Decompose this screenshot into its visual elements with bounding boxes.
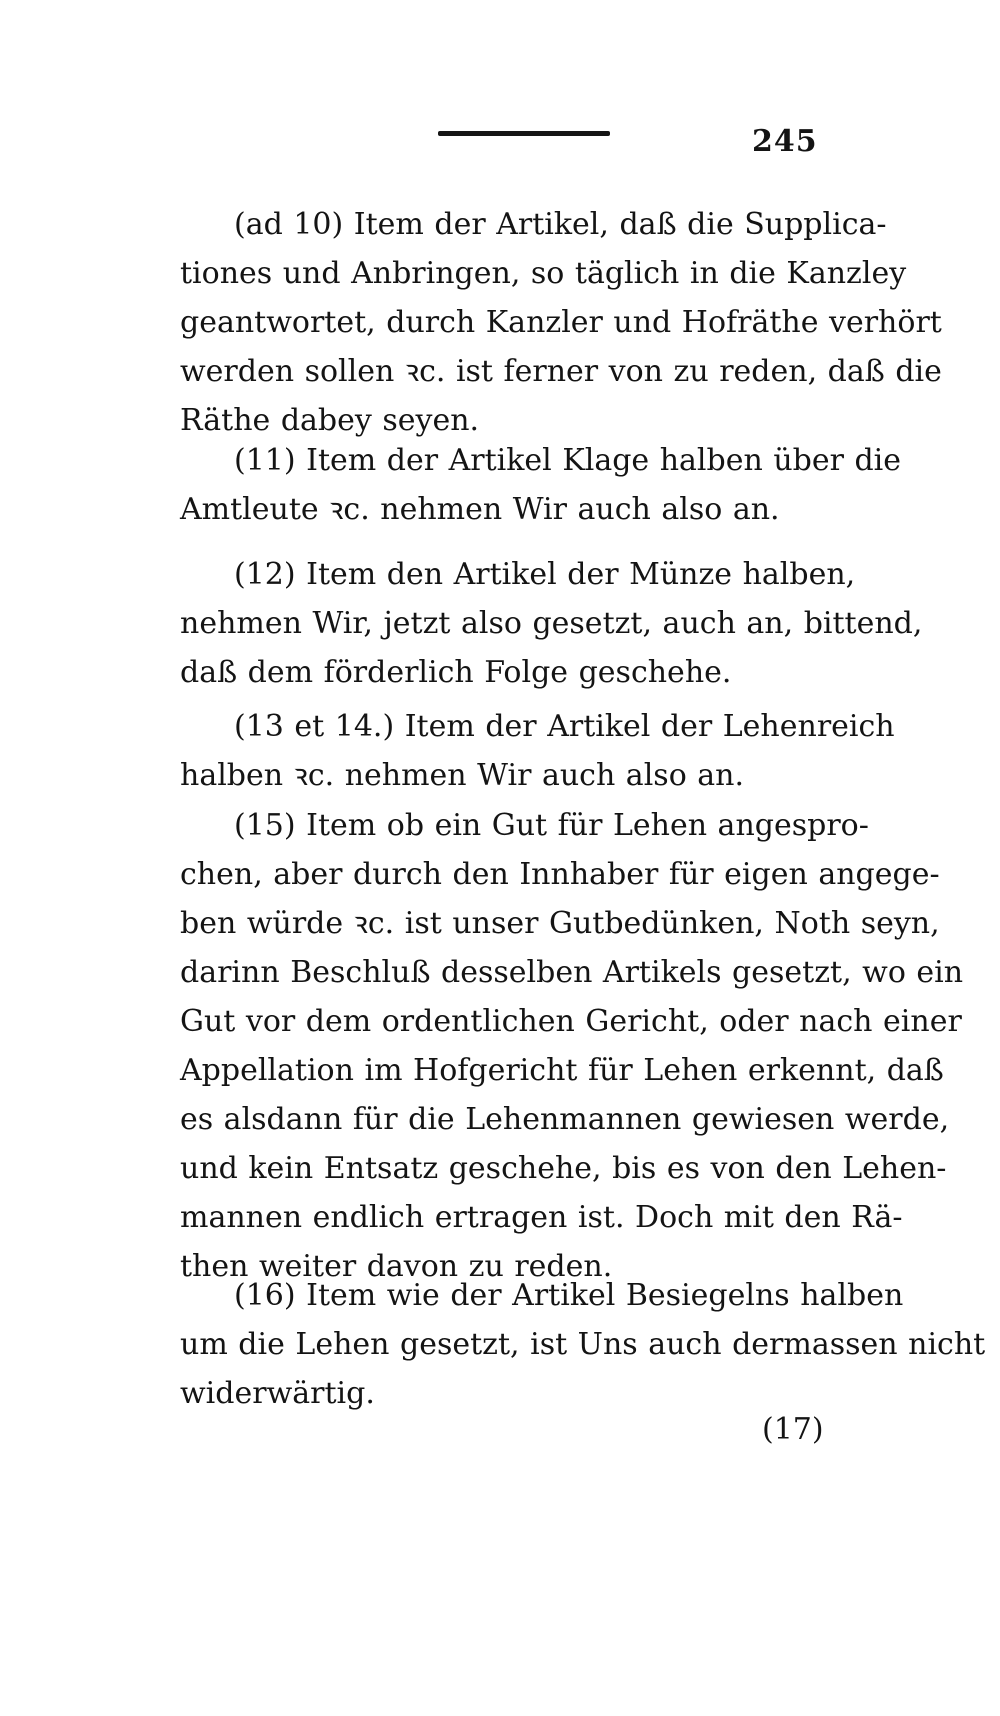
text-line: tiones und Anbringen, so täglich in die Kanzley: [180, 256, 907, 291]
text-line: es alsdann für die Lehenmannen gewiesen werde,: [180, 1102, 950, 1137]
text-line: (13 et 14.) Item der Artikel der Lehenreich: [234, 709, 895, 744]
text-line: chen, aber durch den Innhaber für eigen angege-: [180, 857, 940, 892]
text-line: werden sollen ꝛc. ist ferner von zu reden, daß die: [180, 354, 942, 389]
paragraph-12: [180, 550, 923, 697]
text-line: (16) Item wie der Artikel Besiegelns halben: [234, 1278, 904, 1313]
paragraph-13-14: [180, 702, 895, 800]
paragraph-11: [180, 436, 902, 534]
catchword: (17): [762, 1412, 824, 1447]
text-line: darinn Beschluß desselben Artikels gesetzt, wo ein: [180, 955, 964, 990]
paragraph-ad-10: [180, 200, 942, 445]
text-line: um die Lehen gesetzt, ist Uns auch dermassen nicht: [180, 1327, 986, 1362]
text-line: then weiter davon zu reden.: [180, 1249, 613, 1284]
text-line: (ad 10) Item der Artikel, daß die Supplica-: [234, 207, 887, 242]
text-line: (11) Item der Artikel Klage halben über die: [234, 443, 902, 478]
text-line: daß dem förderlich Folge geschehe.: [180, 655, 732, 690]
text-line: nehmen Wir, jetzt also gesetzt, auch an, bittend,: [180, 606, 923, 641]
text-line: halben ꝛc. nehmen Wir auch also an.: [180, 758, 745, 793]
text-line: mannen endlich ertragen ist. Doch mit den Rä-: [180, 1200, 903, 1235]
header-rule: [438, 131, 610, 136]
text-line: ben würde ꝛc. ist unser Gutbedünken, Noth seyn,: [180, 906, 940, 941]
paragraph-15: [180, 801, 964, 1291]
text-line: (15) Item ob ein Gut für Lehen angespro-: [234, 808, 869, 843]
text-line: widerwärtig.: [180, 1376, 375, 1411]
text-line: Amtleute ꝛc. nehmen Wir auch also an.: [180, 492, 780, 527]
page-number: 245: [752, 124, 818, 159]
text-line: und kein Entsatz geschehe, bis es von den Lehen-: [180, 1151, 947, 1186]
text-line: Räthe dabey seyen.: [180, 403, 480, 438]
text-line: geantwortet, durch Kanzler und Hofräthe verhört: [180, 305, 942, 340]
text-line: Appellation im Hofgericht für Lehen erkennt, daß: [180, 1053, 944, 1088]
text-line: (12) Item den Artikel der Münze halben,: [234, 557, 856, 592]
text-line: Gut vor dem ordentlichen Gericht, oder nach einer: [180, 1004, 962, 1039]
paragraph-16: [180, 1271, 986, 1418]
